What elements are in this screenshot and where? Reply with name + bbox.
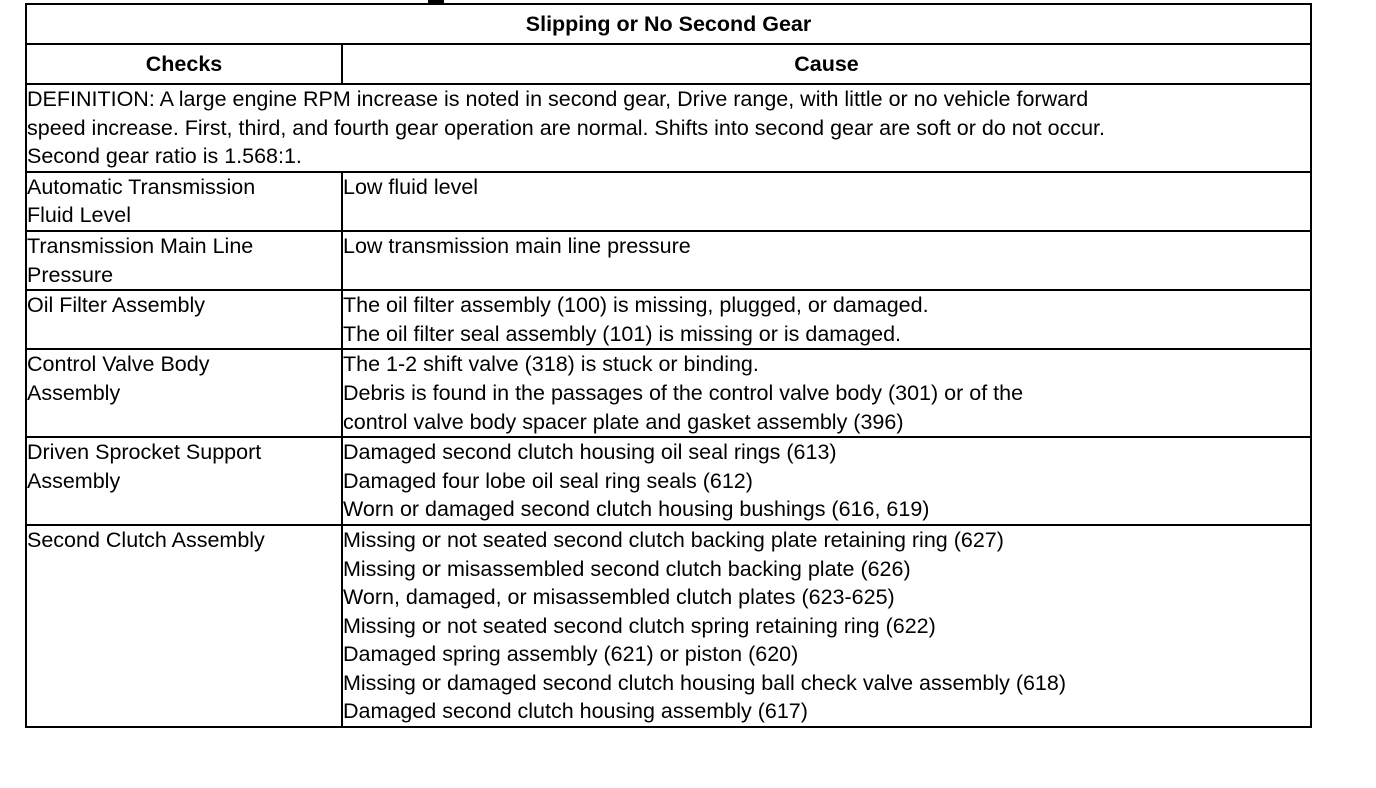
cause-text: Low transmission main line pressure <box>343 233 691 258</box>
check-text: Oil Filter Assembly <box>27 293 206 318</box>
check-text: Control Valve Body <box>27 352 210 377</box>
check-cell <box>26 349 342 437</box>
cause-cell <box>342 525 1311 727</box>
check-cell <box>26 437 342 525</box>
check-cell <box>26 525 342 727</box>
table-row <box>26 231 1311 290</box>
definition-line: DEFINITION: A large engine RPM increase is noted in second gear, Drive range, with little or no vehicle forward <box>27 87 1089 111</box>
cause-text: Missing or damaged second clutch housing ball check valve assembly (618) <box>343 670 1067 695</box>
cause-text: Worn or damaged second clutch housing bushings (616, 619) <box>343 497 930 522</box>
table-row <box>26 525 1311 727</box>
header-row <box>26 44 1311 84</box>
check-text: Transmission Main Line <box>27 233 254 258</box>
check-text: Automatic Transmission <box>27 174 256 199</box>
cause-cell <box>342 231 1311 290</box>
cause-text: Worn, damaged, or misassembled clutch plates (623-625) <box>343 585 895 610</box>
check-text: Assembly <box>27 468 121 493</box>
cause-text: Missing or not seated second clutch backing plate retaining ring (627) <box>343 527 1004 552</box>
definition-line: Second gear ratio is 1.568:1. <box>27 144 302 169</box>
check-text: Fluid Level <box>27 203 131 228</box>
cause-text: The oil filter assembly (100) is missing, plugged, or damaged. <box>343 293 929 318</box>
table-row <box>26 172 1311 231</box>
definition-line: speed increase. First, third, and fourth gear operation are normal. Shifts into second gear are soft or do not occur. <box>27 115 1105 140</box>
table-title: Slipping or No Second Gear <box>26 4 1311 44</box>
check-cell <box>26 172 342 231</box>
cause-cell <box>342 172 1311 231</box>
cause-text: Debris is found in the passages of the control valve body (301) or of the <box>343 380 1024 405</box>
document-page <box>25 3 1310 728</box>
table-row <box>26 349 1311 437</box>
cause-cell <box>342 290 1311 349</box>
cause-cell <box>342 349 1311 437</box>
table-body <box>26 84 1311 727</box>
cause-text: The oil filter seal assembly (101) is missing or is damaged. <box>343 321 902 346</box>
table-row <box>26 290 1311 349</box>
definition-row <box>26 84 1311 172</box>
cause-text: Damaged spring assembly (621) or piston (620) <box>343 642 799 667</box>
cause-text: The 1-2 shift valve (318) is stuck or binding. <box>343 352 759 377</box>
table-row <box>26 437 1311 525</box>
cause-text: Low fluid level <box>343 174 479 199</box>
check-text: Second Clutch Assembly <box>27 527 265 552</box>
check-text: Driven Sprocket Support <box>27 440 262 465</box>
title-row <box>26 4 1311 44</box>
cause-text: control valve body spacer plate and gasket assembly (396) <box>343 409 904 434</box>
checks-header: Checks <box>26 44 342 84</box>
check-text: Assembly <box>27 380 121 405</box>
cause-text: Missing or misassembled second clutch backing plate (626) <box>343 556 911 581</box>
cause-header: Cause <box>342 44 1311 84</box>
check-cell <box>26 231 342 290</box>
definition-cell <box>26 84 1311 172</box>
check-cell <box>26 290 342 349</box>
cause-text: Damaged four lobe oil seal ring seals (612) <box>343 468 753 493</box>
cause-cell <box>342 437 1311 525</box>
cause-text: Missing or not seated second clutch spring retaining ring (622) <box>343 613 936 638</box>
check-text: Pressure <box>27 262 114 287</box>
cause-text: Damaged second clutch housing oil seal rings (613) <box>343 440 837 465</box>
diagnostic-table <box>25 3 1312 728</box>
cause-text: Damaged second clutch housing assembly (617) <box>343 699 808 724</box>
